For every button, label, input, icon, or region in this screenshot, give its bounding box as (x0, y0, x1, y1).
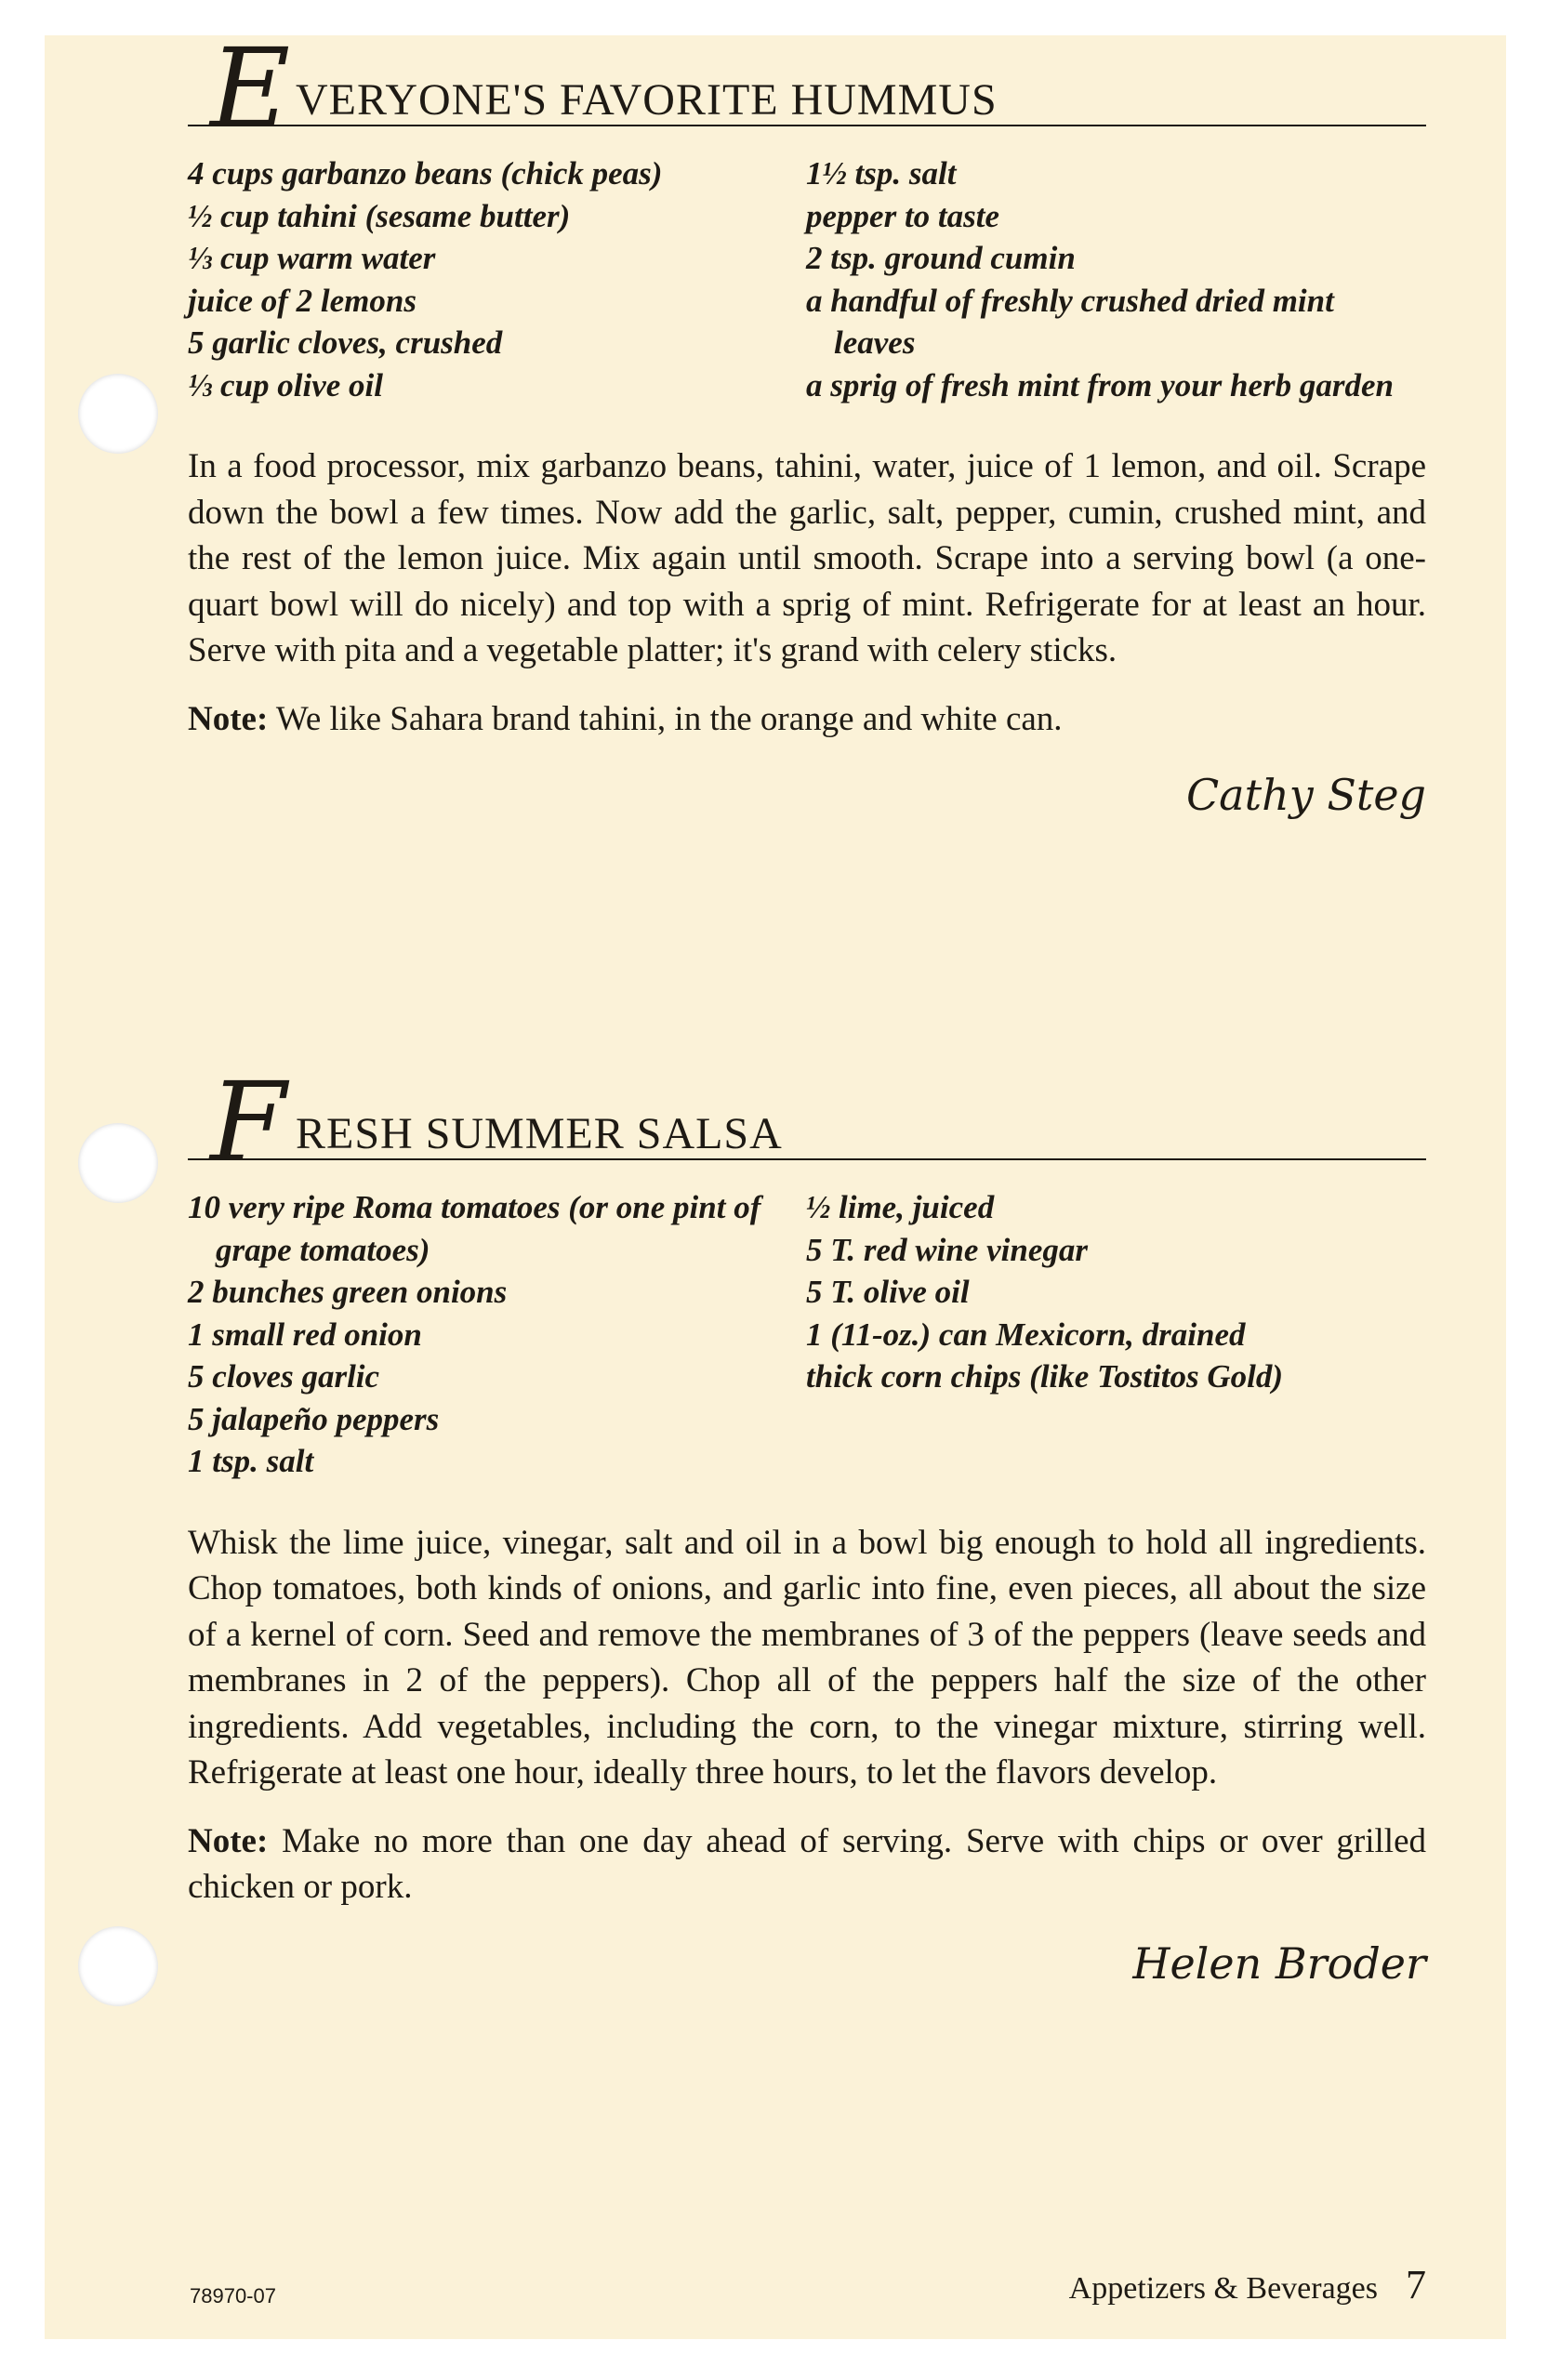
signature: Cathy Steg (1185, 770, 1426, 820)
ingredient: pepper to taste (806, 197, 1000, 234)
ingredient: a handful of freshly crushed dried mint leaves (806, 282, 1334, 361)
recipe-salsa (188, 1058, 1426, 1989)
ingredient: juice of 2 lemons (188, 282, 416, 319)
ingredient: 1 small red onion (188, 1316, 422, 1353)
title-text: RESH SUMMER SALSA (296, 1109, 783, 1158)
ingredient: ⅓ cup warm water (188, 240, 436, 276)
ingredient: ½ lime, juiced (806, 1189, 995, 1225)
ingredient: 10 very ripe Roma tomatoes (or one pint of grape tomatoes) (188, 1189, 761, 1268)
note-label: Note: (188, 699, 269, 738)
note-text: We like Sahara brand tahini, in the orange and white can. (275, 699, 1063, 738)
ingredient: 5 jalapeño peppers (188, 1400, 440, 1437)
ingredients (188, 152, 1426, 406)
page-code: 78970-07 (190, 2284, 276, 2307)
recipe-hummus (188, 24, 1426, 820)
recipe-title (188, 1058, 1426, 1186)
ingredient: 5 garlic cloves, crushed (188, 324, 503, 361)
ingredient: 5 cloves garlic (188, 1358, 380, 1395)
page-number: 7 (1406, 2262, 1426, 2307)
method-text: Whisk the lime juice, vinegar, salt and oil in a bowl big enough to hold all ingredients. Chop tomatoes, both kinds of onions, and garlic into fine, even pieces, all about the size of a kernel of corn. Seed and remove the membranes of 3 of the peppers (leave seeds and membranes in 2 of the peppers). Chop all of the peppers half the size of the other ingredients. Add vegetables, including the corn, to the vinegar mixture, stirring well. Refrigerate at least one hour, ideally three hours, to let the flavors develop. (188, 1523, 1426, 1792)
binder-hole (78, 1926, 158, 2006)
ingredient: 5 T. olive oil (806, 1274, 970, 1310)
title-initial: E (210, 24, 291, 152)
ingredient: 5 T. red wine vinegar (806, 1231, 1089, 1268)
page-footer (1069, 2261, 1426, 2308)
section-name: Appetizers & Beverages (1068, 2271, 1378, 2306)
ingredient: a sprig of fresh mint from your herb garden (806, 366, 1395, 403)
note-text: Make no more than one day ahead of serving. Serve with chips or over grilled chicken or pork. (188, 1821, 1426, 1906)
note-label: Note: (188, 1821, 269, 1860)
ingredient: 1 (11-oz.) can Mexicorn, drained (806, 1316, 1246, 1353)
recipe-note (188, 696, 1426, 743)
ingredient: 1 tsp. salt (188, 1443, 314, 1479)
ingredients-left (188, 152, 806, 406)
ingredient: ⅓ cup olive oil (188, 366, 383, 403)
ingredients-right (806, 152, 1401, 406)
ingredient: thick corn chips (like Tostitos Gold) (806, 1358, 1284, 1395)
ingredient: 2 tsp. ground cumin (806, 240, 1076, 276)
ingredients-left (188, 1186, 806, 1483)
title-text: VERYONE'S FAVORITE HUMMUS (296, 75, 998, 125)
signature: Helen Broder (1132, 1937, 1426, 1989)
recipe-title (188, 24, 1426, 152)
ingredient: ½ cup tahini (sesame butter) (188, 197, 571, 234)
ingredient: 1½ tsp. salt (806, 155, 957, 192)
ingredient: 2 bunches green onions (188, 1274, 508, 1310)
title-initial: F (210, 1058, 286, 1186)
ingredients (188, 1186, 1426, 1483)
ingredient: 4 cups garbanzo beans (chick peas) (188, 155, 663, 192)
ingredients-right (806, 1186, 1401, 1483)
binder-hole (78, 1123, 158, 1203)
method-text: In a food processor, mix garbanzo beans, tahini, water, juice of 1 lemon, and oil. Scrape down the bowl a few times. Now add the garlic, salt, pepper, cumin, crushed mint, and the rest of the lemon juice. Mix again until smooth. Scrape into a serving bowl (a one-quart bowl will do nicely) and top with a sprig of mint. Refrigerate for at least an hour. Serve with pita and a vegetable platter; it's grand with celery sticks. (188, 447, 1426, 669)
binder-hole (78, 374, 158, 454)
recipe-note (188, 1818, 1426, 1911)
